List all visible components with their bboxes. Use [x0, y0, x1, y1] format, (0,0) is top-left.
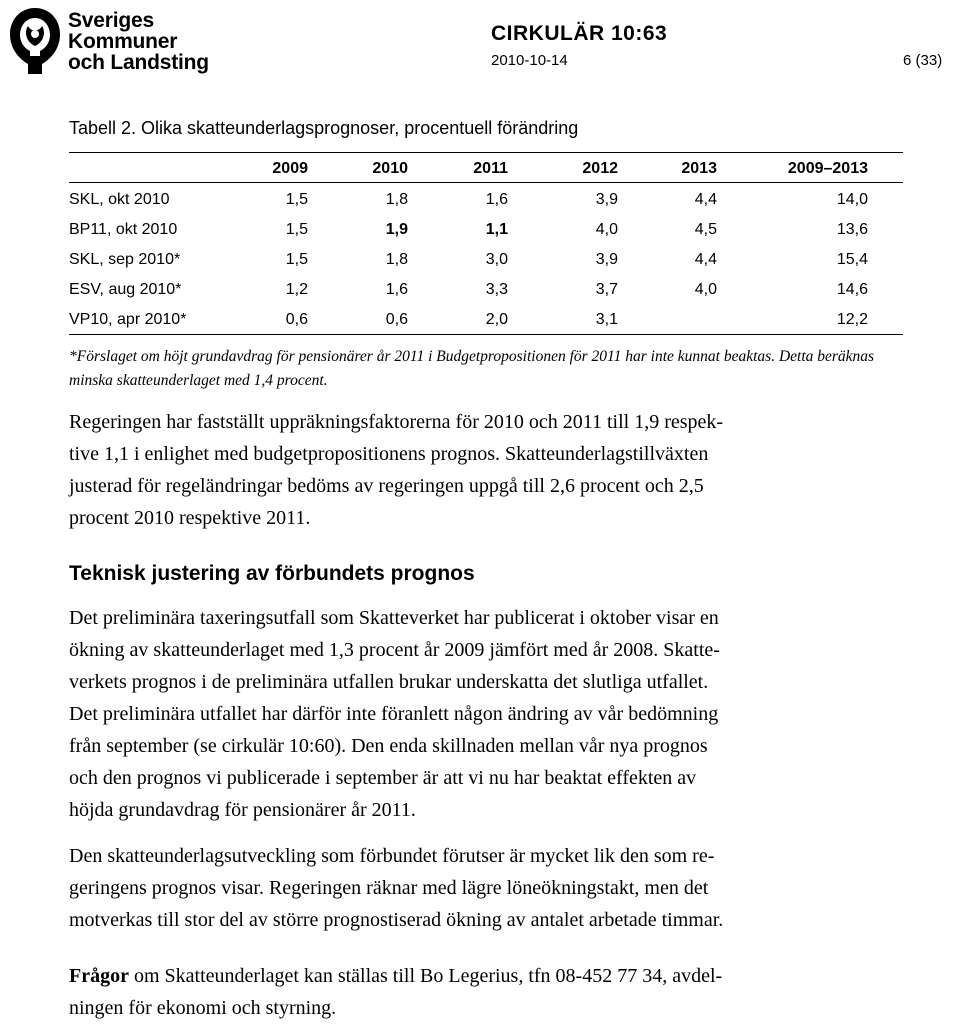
table-cell: 4,5: [694, 221, 717, 238]
table-cell: 3,9: [595, 191, 618, 208]
column-header: 2011: [473, 160, 508, 177]
table-cell: 1,8: [385, 251, 408, 268]
text-line: verkets prognos i de preliminära utfallen brukar underskatta det slutliga utfallet.: [69, 671, 709, 693]
paragraph-fragor: [69, 960, 909, 1024]
table-cell: 14,6: [836, 281, 868, 298]
row-label: ESV, aug 2010*: [69, 281, 182, 298]
logo-line-1: Sveriges: [68, 9, 154, 32]
text-line: procent 2010 respektive 2011.: [69, 507, 311, 529]
table-row: [0, 191, 960, 215]
logo-line-3: och Landsting: [68, 51, 209, 74]
circular-title: CIRKULÄR 10:63: [491, 22, 668, 45]
text-line: justerad för regeländringar bedöms av regeringen uppgå till 2,6 procent och 2,5: [69, 475, 704, 497]
circular-date: 2010-10-14: [491, 52, 568, 69]
table-cell: 1,5: [285, 191, 308, 208]
table-cell: 2,0: [485, 311, 508, 328]
page-number: 6 (33): [903, 52, 943, 69]
table-cell: 1,5: [285, 221, 308, 238]
table-top-rule: [69, 152, 903, 153]
section-heading: Teknisk justering av förbundets prognos: [69, 562, 475, 585]
table-row: [0, 251, 960, 275]
column-header: 2009–2013: [787, 160, 868, 177]
column-header: 2009: [272, 160, 308, 177]
column-header: 2012: [582, 160, 618, 177]
text-line: och den prognos vi publicerade i september är att vi nu har beaktat effekten av: [69, 767, 697, 789]
table-title: Tabell 2. Olika skatteunderlagsprognoser, procentuell förändring: [69, 118, 579, 138]
column-header: 2010: [372, 160, 408, 177]
table-row: [0, 281, 960, 305]
text-line: Regeringen har fastställt uppräkningsfaktorerna för 2010 och 2011 till 1,9 respek-: [69, 411, 724, 433]
skl-logo: [6, 6, 209, 76]
table-cell: 0,6: [285, 311, 308, 328]
text-line: Det preliminära taxeringsutfall som Skatteverket har publicerat i oktober visar en: [69, 607, 719, 629]
table-cell: 4,0: [595, 221, 618, 238]
table-cell: 15,4: [836, 251, 868, 268]
contact-text: om Skatteunderlaget kan ställas till Bo Legerius, tfn 08-452 77 34, avdel-: [128, 965, 723, 987]
table-cell: 1,5: [285, 251, 308, 268]
text-line: höjda grundavdrag för pensionärer år 2011.: [69, 799, 416, 821]
table-cell: 14,0: [836, 191, 868, 208]
row-label: VP10, apr 2010*: [69, 311, 187, 328]
table-cell: 1,8: [385, 191, 408, 208]
table-cell: 3,9: [595, 251, 618, 268]
column-header: 2013: [681, 160, 717, 177]
table-cell: 3,0: [485, 251, 508, 268]
table-header-row: [0, 160, 960, 184]
paragraph-skatteunderlagsutveckling: [69, 840, 909, 936]
table-bottom-rule: [69, 334, 903, 335]
table-cell: 1,2: [285, 281, 308, 298]
table-cell: 4,4: [694, 251, 717, 268]
paragraph-taxeringsutfall: [69, 602, 909, 826]
table-cell: 3,1: [595, 311, 618, 328]
text-line: Det preliminära utfallet har därför inte föranlett någon ändring av vår bedömning: [69, 703, 719, 725]
table-cell-bold: 1,9: [385, 221, 408, 238]
table-cell: 13,6: [836, 221, 868, 238]
table-cell: 4,0: [694, 281, 717, 298]
table-row: [0, 221, 960, 245]
table-cell: 4,4: [694, 191, 717, 208]
row-label: SKL, sep 2010*: [69, 251, 181, 268]
table-cell: 12,2: [836, 311, 868, 328]
table-cell: 3,7: [595, 281, 618, 298]
row-label: BP11, okt 2010: [69, 221, 178, 238]
questions-lead: Frågor: [69, 965, 129, 987]
text-line: från september (se cirkulär 10:60). Den enda skillnaden mellan vår nya prognos: [69, 735, 708, 757]
row-label: SKL, okt 2010: [69, 191, 170, 208]
logo-line-2: Kommuner: [68, 30, 178, 53]
text-line: [69, 960, 909, 992]
table-cell: 0,6: [385, 311, 408, 328]
text-line: geringens prognos visar. Regeringen räknar med lägre löneökningstakt, men det: [69, 877, 709, 899]
text-line: tive 1,1 i enlighet med budgetpropositionens prognos. Skatteunderlagstillväxten: [69, 443, 709, 465]
table-cell: 3,3: [485, 281, 508, 298]
table-header-rule: [69, 182, 903, 183]
skl-logo-icon: [6, 6, 64, 76]
text-line: ningen för ekonomi och styrning.: [69, 997, 337, 1019]
table-cell: 1,6: [485, 191, 508, 208]
text-line: motverkas till stor del av större prognostiserad ökning av antalet arbetade timmar.: [69, 909, 724, 931]
logo-wordmark: [68, 10, 209, 73]
table-cell: 1,6: [385, 281, 408, 298]
text-line: Den skatteunderlagsutveckling som förbundet förutser är mycket lik den som re-: [69, 845, 715, 867]
table-cell-bold: 1,1: [485, 221, 508, 238]
paragraph-uppräkningsfaktorer: [69, 406, 909, 534]
table-footnote: *Förslaget om höjt grundavdrag för pensionärer år 2011 i Budgetpropositionen för 2011 har inte kunnat beaktas. Detta beräknas minska skatteunderlaget med 1,4 procent.: [69, 348, 875, 389]
text-line: ökning av skatteunderlaget med 1,3 procent år 2009 jämfört med år 2008. Skatte-: [69, 639, 720, 661]
table-row: [0, 311, 960, 335]
